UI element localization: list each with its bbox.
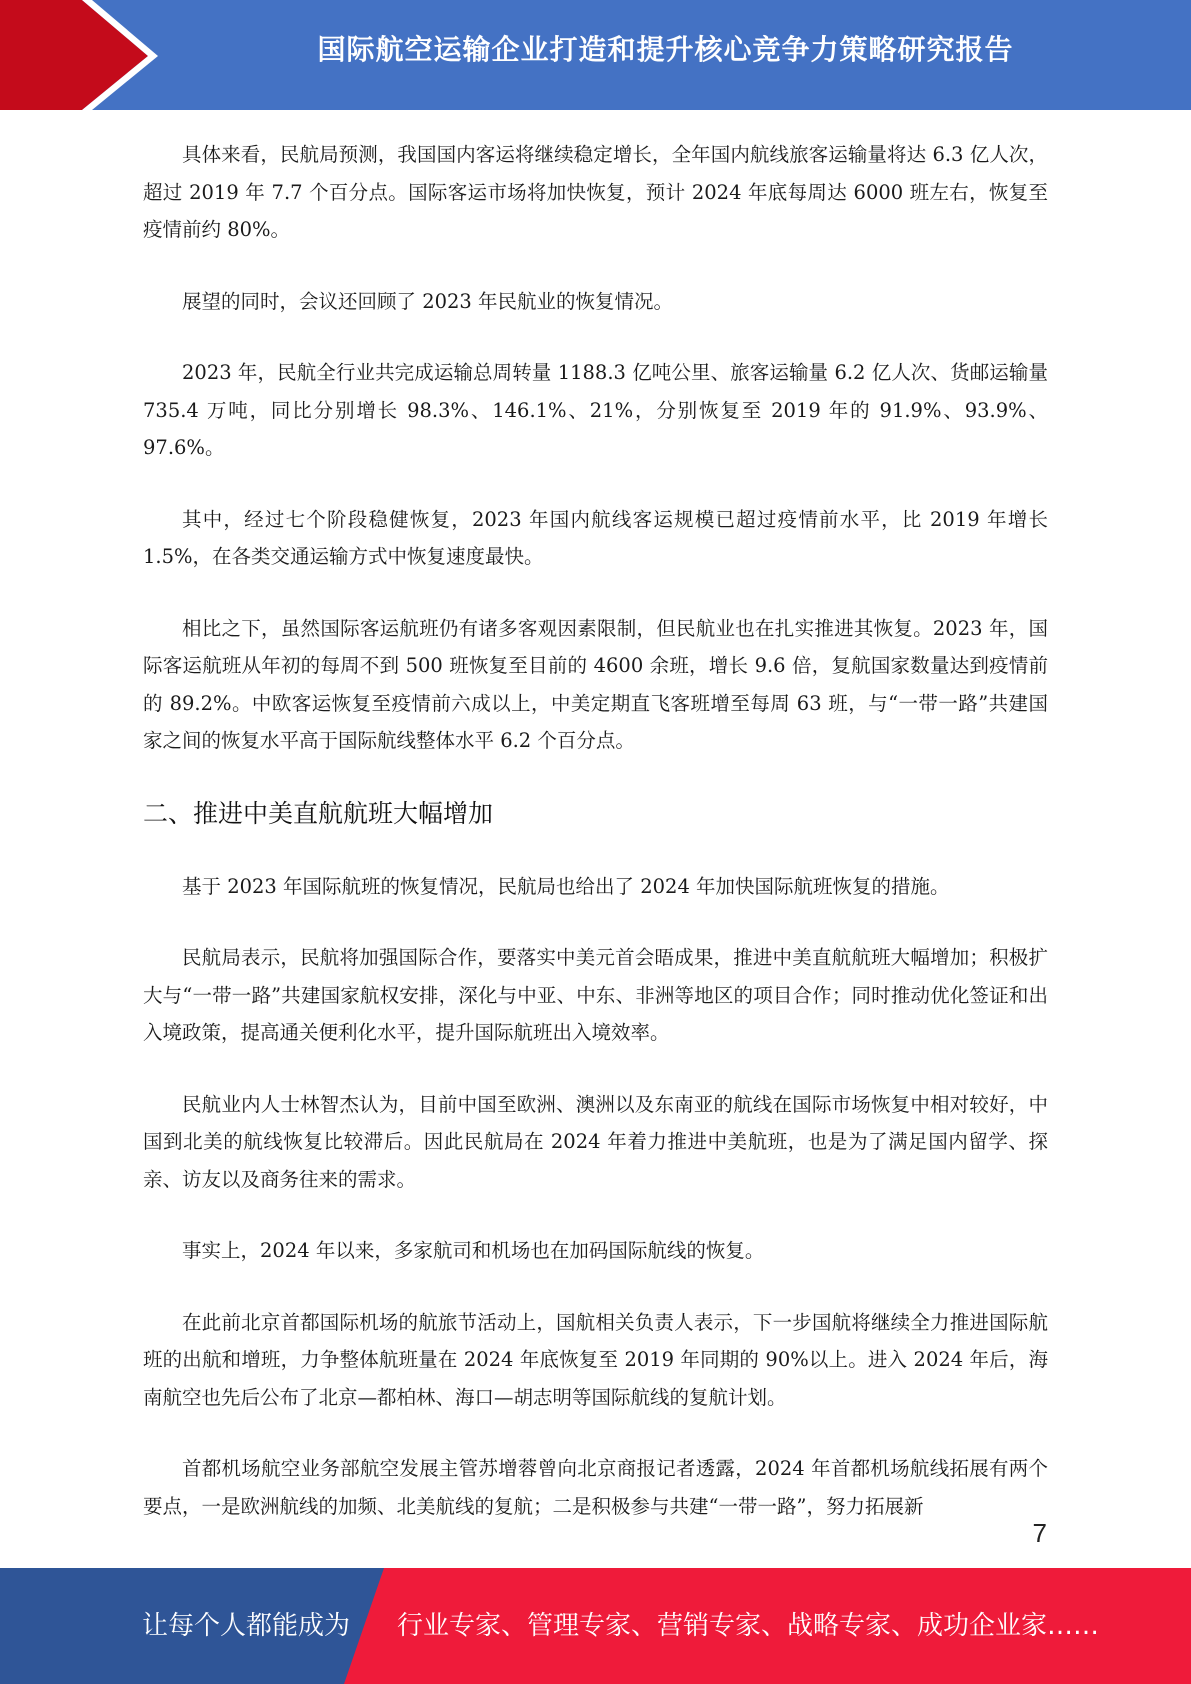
body-paragraph: 事实上，2024 年以来，多家航司和机场也在加码国际航线的恢复。: [182, 1239, 765, 1262]
body-paragraph: 在此前北京首都国际机场的航旅节活动上，国航相关负责人表示，下一步国航将继续全力推进国际航班的出航和增班，力争整体航班量在 2024 年底恢复至 2019 年同期的 90%以上。进入 2024 年后，海南航空也先后公布了北京—都柏林、海口—胡志明等国际航线的复航计划。: [143, 1310, 1048, 1409]
report-title: 国际航空运输企业打造和提升核心竞争力策略研究报告: [317, 33, 1014, 66]
body-paragraph: 具体来看，民航局预测，我国国内客运将继续稳定增长，全年国内航线旅客运输量将达 6.3 亿人次，超过 2019 年 7.7 个百分点。国际客运市场将加快恢复，预计 2024 年底每周达 6000 班左右，恢复至疫情前约 80%。: [143, 143, 1048, 241]
page-footer: [0, 1568, 1191, 1684]
page-number: 7: [1032, 1518, 1047, 1548]
page-body: [143, 136, 1048, 1559]
body-paragraph: 民航业内人士林智杰认为，目前中国至欧洲、澳洲以及东南亚的航线在国际市场恢复中相对较好，中国到北美的航线恢复比较滞后。因此民航局在 2024 年着力推进中美航班，也是为了满足国内留学、探亲、访友以及商务往来的需求。: [143, 1092, 1048, 1191]
body-paragraph: 首都机场航空业务部航空发展主管苏增蓉曾向北京商报记者透露，2024 年首都机场航线拓展有两个要点，一是欧洲航线的加频、北美航线的复航；二是积极参与共建“一带一路”，努力拓展新: [143, 1457, 1048, 1518]
body-paragraph: 其中，经过七个阶段稳健恢复，2023 年国内航线客运规模已超过疫情前水平，比 2019 年增长 1.5%，在各类交通运输方式中恢复速度最快。: [143, 507, 1048, 568]
footer-slogan-left: 让每个人都能成为: [142, 1611, 351, 1641]
body-paragraph: 展望的同时，会议还回顾了 2023 年民航业的恢复情况。: [182, 289, 674, 313]
body-paragraph: 2023 年，民航全行业共完成运输总周转量 1188.3 亿吨公里、旅客运输量 6.2 亿人次、货邮运输量 735.4 万吨，同比分别增长 98.3%、146.1%、21%，分别恢复至 2019 年的 91.9%、93.9%、97.6%。: [143, 361, 1048, 459]
footer-slogan-right: 行业专家、管理专家、营销专家、战略专家、成功企业家……: [397, 1611, 1100, 1641]
body-paragraph: 基于 2023 年国际航班的恢复情况，民航局也给出了 2024 年加快国际航班恢复的措施。: [182, 874, 950, 898]
body-paragraph: 相比之下，虽然国际客运航班仍有诸多客观因素限制，但民航业也在扎实推进其恢复。2023 年，国际客运航班从年初的每周不到 500 班恢复至目前的 4600 余班，增长 9.6 倍，复航国家数量达到疫情前的 89.2%。中欧客运恢复至疫情前六成以上，中美定期直飞客班增至每周 63 班，与“一带一路”共建国家之间的恢复水平高于国际航线整体水平 6.2 个百分点。: [143, 616, 1048, 752]
body-paragraph: 民航局表示，民航将加强国际合作，要落实中美元首会晤成果，推进中美直航航班大幅增加；积极扩大与“一带一路”共建国家航权安排，深化与中亚、中东、非洲等地区的项目合作；同时推动优化签证和出入境政策，提高通关便利化水平，提升国际航班出入境效率。: [143, 946, 1048, 1044]
page-header: [0, 0, 1191, 110]
section-heading: 二、推进中美直航航班大幅增加: [143, 798, 494, 828]
